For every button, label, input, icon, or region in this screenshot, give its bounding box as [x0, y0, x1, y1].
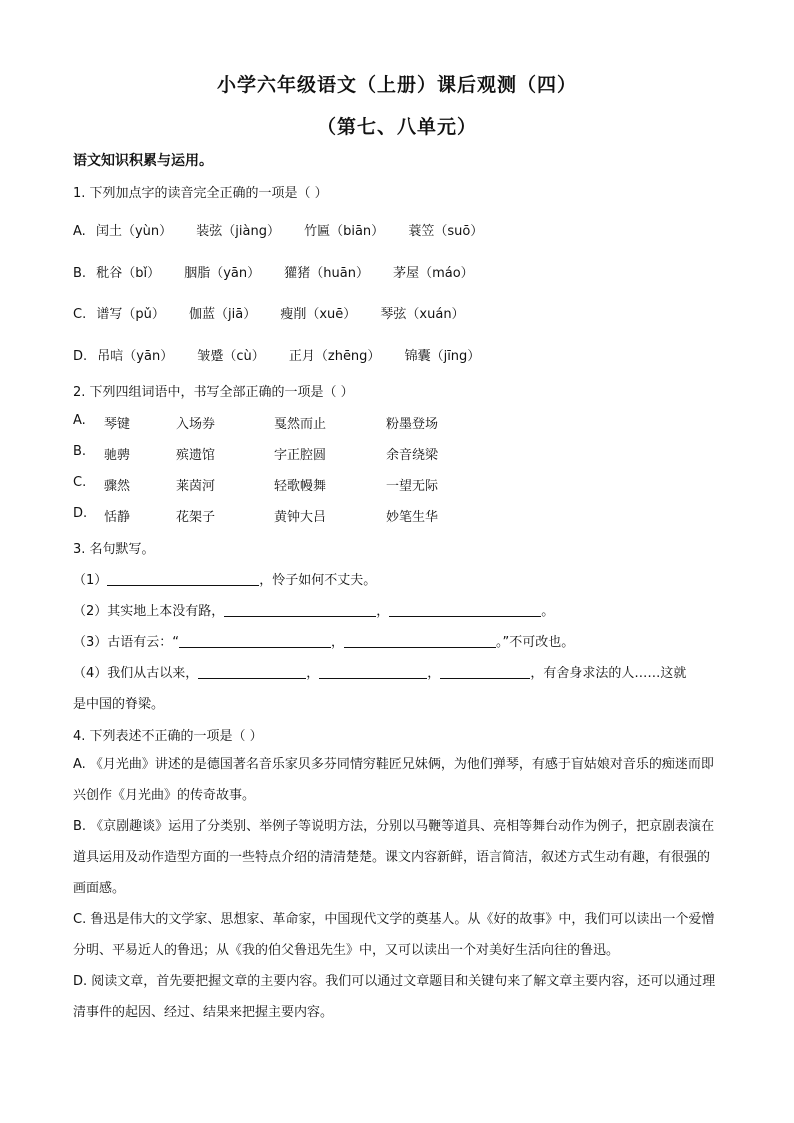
option-item: 正月（zhēng） — [288, 349, 381, 364]
page-title: 小学六年级语文（上册）课后观测（四） — [216, 74, 577, 96]
q3-line-2 — [73, 600, 554, 619]
word: 余音绕梁 — [386, 448, 439, 463]
option-item: 闰土（yùn） — [95, 224, 173, 239]
answer-blank[interactable] — [198, 664, 306, 679]
answer-blank[interactable] — [389, 602, 541, 617]
q3-line-1 — [73, 569, 376, 588]
option-item: 皱蹙（cù） — [197, 349, 265, 364]
answer-blank[interactable] — [224, 602, 376, 617]
q3-stem: 3. 名句默写。 — [73, 542, 155, 557]
q1-option-a — [73, 220, 483, 239]
q3-line-4-cont: 是中国的脊梁。 — [73, 697, 165, 712]
text: ， — [331, 635, 345, 650]
text: （1） — [73, 573, 108, 588]
q3-line-3 — [73, 631, 574, 650]
option-item: 吊唁（yān） — [97, 349, 174, 364]
text: （2）其实地上本没有路， — [73, 604, 225, 619]
word: 驰骋 — [104, 448, 131, 463]
text: （4）我们从古以来， — [73, 666, 199, 681]
option-label: B. — [73, 266, 87, 281]
q2-stem: 2. 下列四组词语中，书写全部正确的一项是（ ） — [73, 385, 354, 400]
option-item: 蓑笠（suō） — [408, 224, 484, 239]
q4-option-a: A. 《月光曲》讲述的是德国著名音乐家贝多芬同情穷鞋匠兄妹俩，为他们弹琴，有感于盲姑娘对音乐的痴迷而即兴创作《月光曲》的传奇故事。 — [73, 757, 714, 803]
word: 一望无际 — [386, 479, 439, 494]
q4-option-b: B. 《京剧趣谈》运用了分类别、举例子等说明方法，分别以马鞭等道具、亮相等舞台动作为例子，把京剧表演在道具运用及动作造型方面的一些特点介绍的清清楚楚。课文内容新鲜，语言简洁，叙述方式生动有趣，有很强的画面感。 — [73, 819, 715, 896]
q1-option-b — [73, 262, 474, 281]
option-item: 茅屋（máo） — [393, 266, 474, 281]
text: （3）古语有云：“ — [73, 635, 180, 650]
word: 字正腔圆 — [274, 448, 327, 463]
q1-option-d — [73, 345, 480, 364]
text: 。 — [541, 604, 555, 619]
q4-stem: 4. 下列表述不正确的一项是（ ） — [73, 729, 263, 744]
option-item: 胭脂（yān） — [184, 266, 261, 281]
q3-line-4 — [73, 662, 686, 681]
q1-stem: 1. 下列加点字的读音完全正确的一项是（ ） — [73, 186, 328, 201]
row-label: C. — [73, 475, 87, 490]
option-item: 竹匾（biān） — [304, 224, 385, 239]
row-label: A. — [73, 413, 86, 428]
option-item: 琴弦（xuán） — [380, 307, 465, 322]
word: 骤然 — [104, 479, 131, 494]
answer-blank[interactable] — [107, 571, 259, 586]
text: ，有舍身求法的人……这就 — [530, 666, 687, 681]
option-item: 瘦削（xuē） — [280, 307, 357, 322]
option-label: C. — [73, 307, 87, 322]
row-label: B. — [73, 444, 87, 459]
option-item: 伽蓝（jiā） — [189, 307, 257, 322]
word: 妙笔生华 — [386, 510, 439, 525]
q1-option-c — [73, 303, 465, 322]
option-label: D. — [73, 349, 88, 364]
text: 。”不可改也。 — [496, 635, 575, 650]
text: ，怜子如何不丈夫。 — [259, 573, 377, 588]
word: 莱茵河 — [176, 479, 216, 494]
answer-blank[interactable] — [179, 633, 331, 648]
row-label: D. — [73, 506, 88, 521]
section-heading: 语文知识积累与运用。 — [73, 153, 213, 169]
word: 轻歌幔舞 — [274, 479, 327, 494]
text: ， — [376, 604, 390, 619]
q4-option-c: C. 鲁迅是伟大的文学家、思想家、革命家，中国现代文学的奠基人。从《好的故事》中，我们可以读出一个爱憎分明、平易近人的鲁迅；从《我的伯父鲁迅先生》中，又可以读出一个对美好生活向往的鲁迅。 — [73, 912, 715, 958]
page-subtitle: （第七、八单元） — [316, 116, 477, 138]
text: ， — [306, 666, 320, 681]
option-item: 獾猪（huān） — [284, 266, 369, 281]
word: 琴键 — [104, 417, 131, 432]
answer-blank[interactable] — [440, 664, 530, 679]
word: 入场券 — [176, 417, 216, 432]
option-label: A. — [73, 224, 86, 239]
option-item: 谱写（pǔ） — [96, 307, 165, 322]
word: 花架子 — [176, 510, 216, 525]
option-item: 装弦（jiàng） — [196, 224, 280, 239]
option-item: 秕谷（bǐ） — [96, 266, 161, 281]
word: 黄钟大吕 — [274, 510, 327, 525]
word: 恬静 — [104, 510, 131, 525]
option-item: 锦囊（jīng） — [404, 349, 481, 364]
answer-blank[interactable] — [344, 633, 496, 648]
answer-blank[interactable] — [319, 664, 427, 679]
q4-option-d: D. 阅读文章，首先要把握文章的主要内容。我们可以通过文章题目和关键句来了解文章主要内容，还可以通过理清事件的起因、经过、结果来把握主要内容。 — [73, 974, 716, 1020]
text: ， — [427, 666, 441, 681]
word: 殡遗馆 — [176, 448, 216, 463]
word: 粉墨登场 — [386, 417, 439, 432]
word: 戛然而止 — [274, 417, 327, 432]
